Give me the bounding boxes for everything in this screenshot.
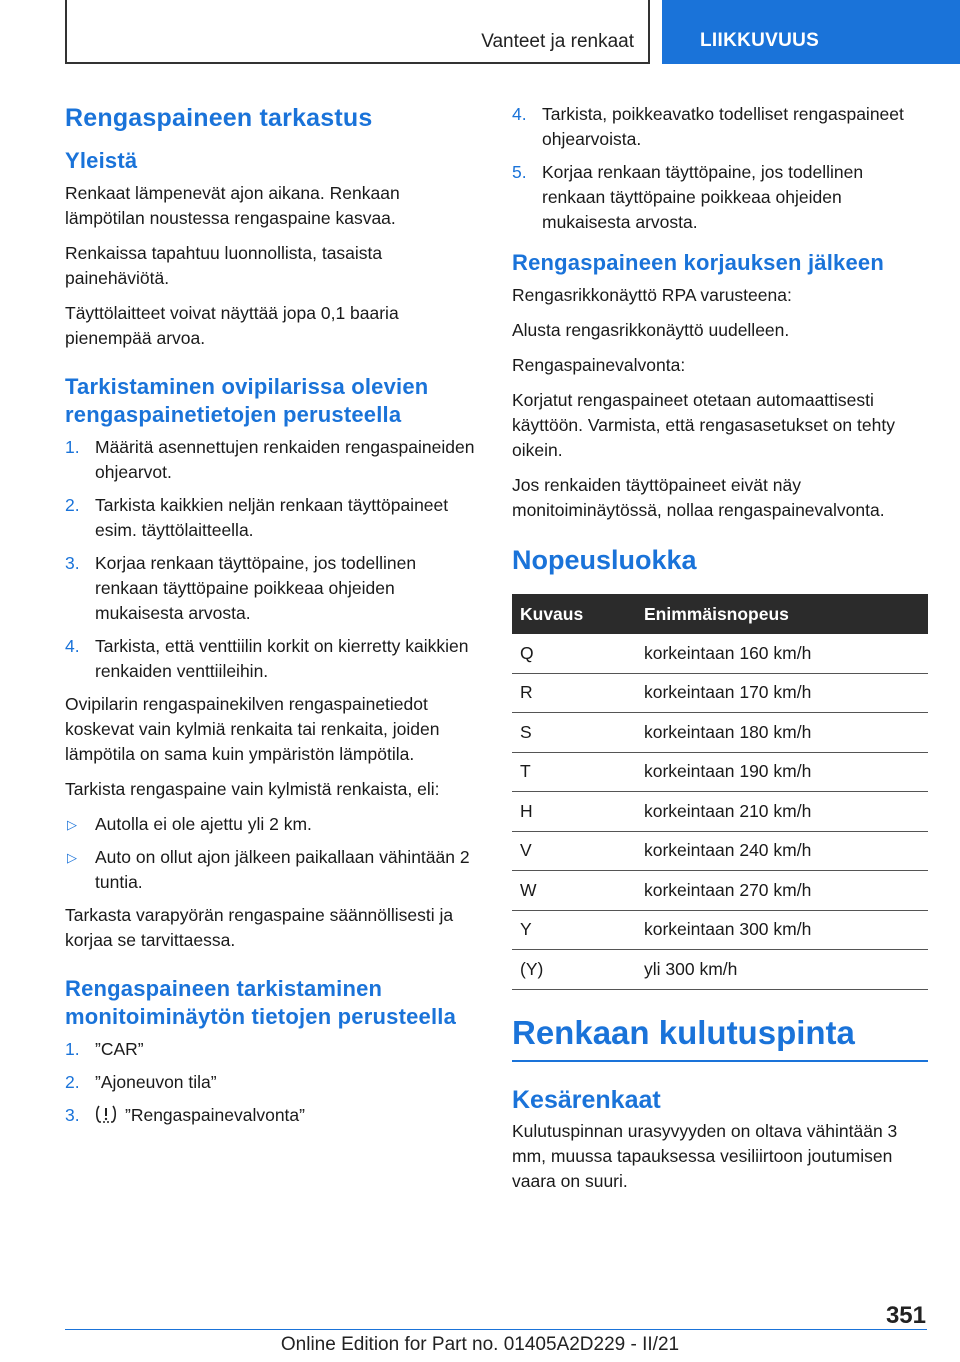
step-text: Tarkista kaikkien neljän renkaan täyttöpaineet esim. täyttölaitteella.: [95, 495, 449, 540]
tire-pressure-warning-icon: [95, 1104, 117, 1124]
table-cell: Q: [512, 634, 636, 673]
right-column: [512, 96, 928, 1204]
footer-divider: [65, 1329, 927, 1330]
step-text: ”CAR”: [95, 1039, 144, 1059]
table-cell: korkeintaan 210 km/h: [636, 792, 928, 832]
header-section-box: [65, 0, 650, 64]
step-number: 3.: [65, 1105, 80, 1125]
left-column: [65, 96, 480, 1136]
chapter-title: LIIKKUVUUS: [700, 30, 820, 51]
table-cell: korkeintaan 240 km/h: [636, 831, 928, 871]
placard-note: Tarkista rengaspaine vain kylmistä renkaista, eli:: [65, 779, 440, 799]
general-paragraph: Renkaissa tapahtuu luonnollista, tasaista painehäviötä.: [65, 243, 383, 288]
table-cell: korkeintaan 160 km/h: [636, 634, 928, 673]
general-paragraph: Renkaat lämpenevät ajon aikana. Renkaan lämpötilan noustessa rengaspaine kasvaa.: [65, 183, 400, 228]
step-item: [65, 1103, 480, 1128]
table-cell: yli 300 km/h: [636, 950, 928, 990]
triangle-bullet-icon: ▷: [67, 850, 77, 865]
table-row: [512, 871, 928, 911]
page-title: Rengaspaineen tarkastus: [65, 104, 373, 132]
table-cell: S: [512, 713, 636, 753]
step-item: [65, 435, 480, 485]
step-number: 3.: [65, 553, 80, 573]
placard-note: Ovipilarin rengaspainekilven rengaspainetiedot koskevat vain kylmiä renkaita tai renkaita, joiden lämpötila on sama kuin ympäristön lämpötila.: [65, 694, 440, 764]
table-cell: T: [512, 752, 636, 792]
column-header: Kuvaus: [512, 594, 636, 634]
step-text: Korjaa renkaan täyttöpaine, jos todellinen renkaan täyttöpaine poikkeaa ohjeiden mukaisesta arvosta.: [542, 162, 864, 232]
table-cell: korkeintaan 180 km/h: [636, 713, 928, 753]
step-text: Tarkista, poikkeavatko todelliset rengaspaineet ohjearvoista.: [542, 104, 904, 149]
step-text: Määritä asennettujen renkaiden rengaspaineiden ohjearvot.: [95, 437, 475, 482]
step-number: 2.: [65, 495, 80, 515]
bullet-item: [65, 845, 480, 895]
after-paragraph: Rengaspainevalvonta:: [512, 355, 686, 375]
step-number: 1.: [65, 1039, 80, 1059]
step-item: [512, 160, 928, 235]
table-cell: korkeintaan 190 km/h: [636, 752, 928, 792]
step-item: [512, 102, 928, 152]
bullet-item: [65, 812, 480, 837]
after-paragraph: Jos renkaiden täyttöpaineet eivät näy monitoiminäytössä, nollaa rengaspainevalvonta.: [512, 475, 885, 520]
table-header-row: [512, 594, 928, 634]
spare-wheel-note: Tarkasta varapyörän rengaspaine säännöllisesti ja korjaa se tarvittaessa.: [65, 905, 454, 950]
step-item: [65, 1037, 480, 1062]
table-row: [512, 752, 928, 792]
table-row: [512, 950, 928, 990]
continued-steps: [512, 102, 928, 235]
table-row: [512, 673, 928, 713]
section-title: Vanteet ja renkaat: [481, 31, 634, 52]
after-paragraph: Rengasrikkonäyttö RPA varusteena:: [512, 285, 792, 305]
table-cell: korkeintaan 300 km/h: [636, 910, 928, 950]
table-row: [512, 634, 928, 673]
step-item: [65, 551, 480, 626]
tread-heading: Renkaan kulutuspinta: [512, 1014, 928, 1062]
step-item: [65, 634, 480, 684]
table-row: [512, 910, 928, 950]
column-header: Enimmäisnopeus: [636, 594, 928, 634]
monitor-heading: Rengaspaineen tarkistaminen monitoiminäytön tietojen perusteella: [65, 976, 457, 1029]
after-paragraph: Alusta rengasrikkonäyttö uudelleen.: [512, 320, 790, 340]
step-number: 1.: [65, 437, 80, 457]
page-number: 351: [885, 1302, 926, 1329]
step-text: ”Ajoneuvon tila”: [95, 1072, 217, 1092]
step-item: [65, 1070, 480, 1095]
speed-class-heading: Nopeusluokka: [512, 545, 697, 575]
placard-heading: Tarkistaminen ovipilarissa olevien rengaspainetietojen perusteella: [65, 374, 429, 427]
step-item: [65, 493, 480, 543]
after-correction-heading: Rengaspaineen korjauksen jälkeen: [512, 250, 884, 275]
table-cell: korkeintaan 270 km/h: [636, 871, 928, 911]
summer-tires-heading: Kesärenkaat: [512, 1085, 661, 1114]
table-cell: korkeintaan 170 km/h: [636, 673, 928, 713]
bullet-text: Auto on ollut ajon jälkeen paikallaan vähintään 2 tuntia.: [95, 847, 470, 892]
after-paragraph: Korjatut rengaspaineet otetaan automaattisesti käyttöön. Varmista, että rengasasetukset on tehty oikein.: [512, 390, 895, 460]
general-heading: Yleistä: [65, 148, 138, 173]
step-number: 2.: [65, 1072, 80, 1092]
table-cell: (Y): [512, 950, 636, 990]
step-text: Tarkista, että venttiilin korkit on kierretty kaikkien renkaiden venttiileihin.: [95, 636, 469, 681]
table-cell: V: [512, 831, 636, 871]
table-row: [512, 831, 928, 871]
table-row: [512, 713, 928, 753]
cold-tire-conditions: [65, 812, 480, 895]
table-row: [512, 792, 928, 832]
speed-class-table: [512, 594, 928, 990]
table-cell: Y: [512, 910, 636, 950]
step-number: 4.: [512, 104, 527, 124]
triangle-bullet-icon: ▷: [67, 817, 77, 832]
step-number: 4.: [65, 636, 80, 656]
edition-label: Online Edition for Part no. 01405A2D229 - II/21: [280, 1334, 680, 1355]
monitor-steps: [65, 1037, 480, 1128]
table-cell: R: [512, 673, 636, 713]
step-text: Korjaa renkaan täyttöpaine, jos todellinen renkaan täyttöpaine poikkeaa ohjeiden mukaisesta arvosta.: [95, 553, 417, 623]
tread-paragraph: Kulutuspinnan urasyvyyden on oltava vähintään 3 mm, muussa tapauksessa vesiliirtoon joutumisen vaara on suuri.: [512, 1120, 898, 1191]
bullet-text: Autolla ei ole ajettu yli 2 km.: [95, 814, 312, 834]
placard-steps: [65, 435, 480, 684]
general-paragraph: Täyttölaitteet voivat näyttää jopa 0,1 baaria pienempää arvoa.: [65, 303, 399, 348]
chapter-tab[interactable]: [662, 0, 960, 64]
step-number: 5.: [512, 162, 527, 182]
table-cell: W: [512, 871, 636, 911]
table-cell: H: [512, 792, 636, 832]
step-text: ”Rengaspainevalvonta”: [125, 1105, 305, 1125]
